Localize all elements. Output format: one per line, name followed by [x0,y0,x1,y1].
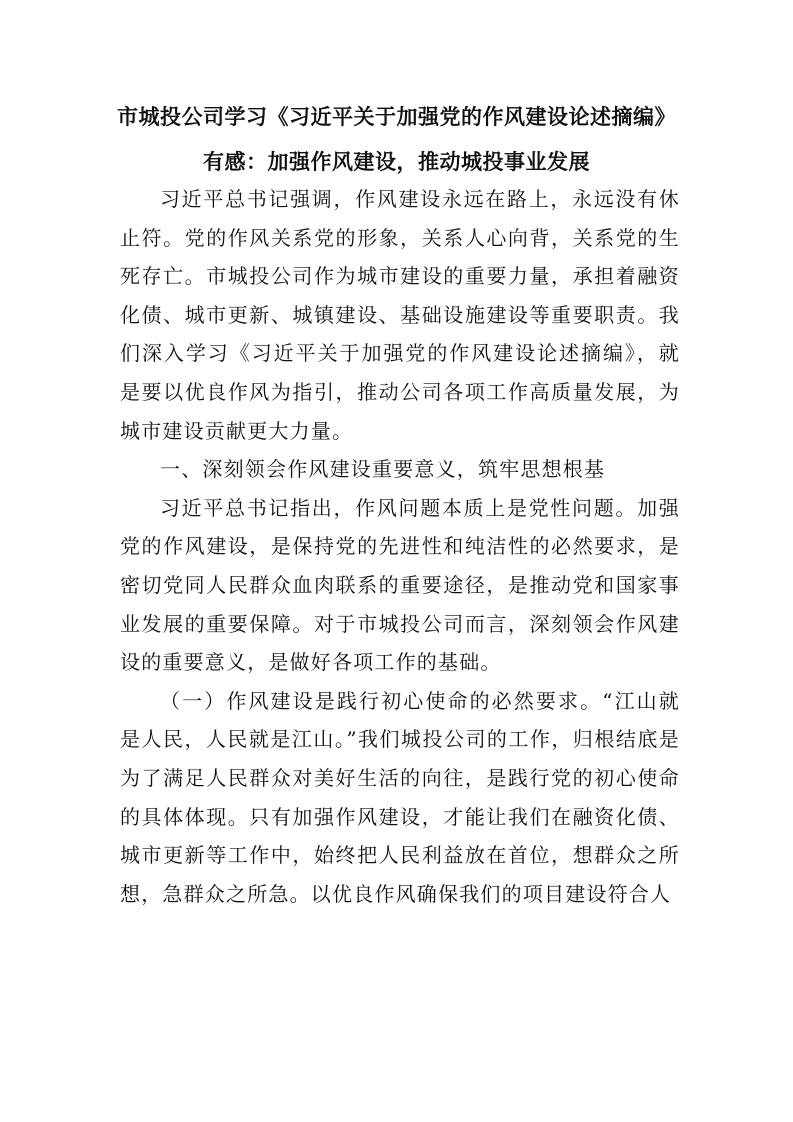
document-title-line-1: 市城投公司学习《习近平关于加强党的作风建设论述摘编》 [117,105,676,129]
intro-paragraph: 习近平总书记强调，作风建设永远在路上，永远没有休止符。党的作风关系党的形象，关系人心向背，关系党的生死存亡。市城投公司作为城市建设的重要力量，承担着融资化债、城市更新、城镇建设、基础设施建设等重要职责。我们深入学习《习近平关于加强党的作风建设论述摘编》，就是要以优良作风为指引，推动公司各项工作高质量发展，为城市建设贡献更大力量。 [120,187,680,443]
document-title-line-2: 有感：加强作风建设，推动城投事业发展 [203,150,590,174]
section-1-paragraph: 习近平总书记指出，作风问题本质上是党性问题。加强党的作风建设，是保持党的先进性和纯洁性的必然要求，是密切党同人民群众血肉联系的重要途径，是推动党和国家事业发展的重要保障。对于市城投公司而言，深刻领会作风建设的重要意义，是做好各项工作的基础。 [120,495,680,675]
subsection-1-paragraph: （一）作风建设是践行初心使命的必然要求。“江山就是人民，人民就是江山。”我们城投公司的工作，归根结底是为了满足人民群众对美好生活的向往，是践行党的初心使命的具体体现。只有加强作风建设，才能让我们在融资化债、城市更新等工作中，始终把人民利益放在首位，想群众之所想，急群众之所急。以优良作风确保我们的项目建设符合人 [120,688,680,906]
document-body [120,180,680,913]
section-heading-1: 一、深刻领会作风建设重要意义，筑牢思想根基 [160,457,606,482]
